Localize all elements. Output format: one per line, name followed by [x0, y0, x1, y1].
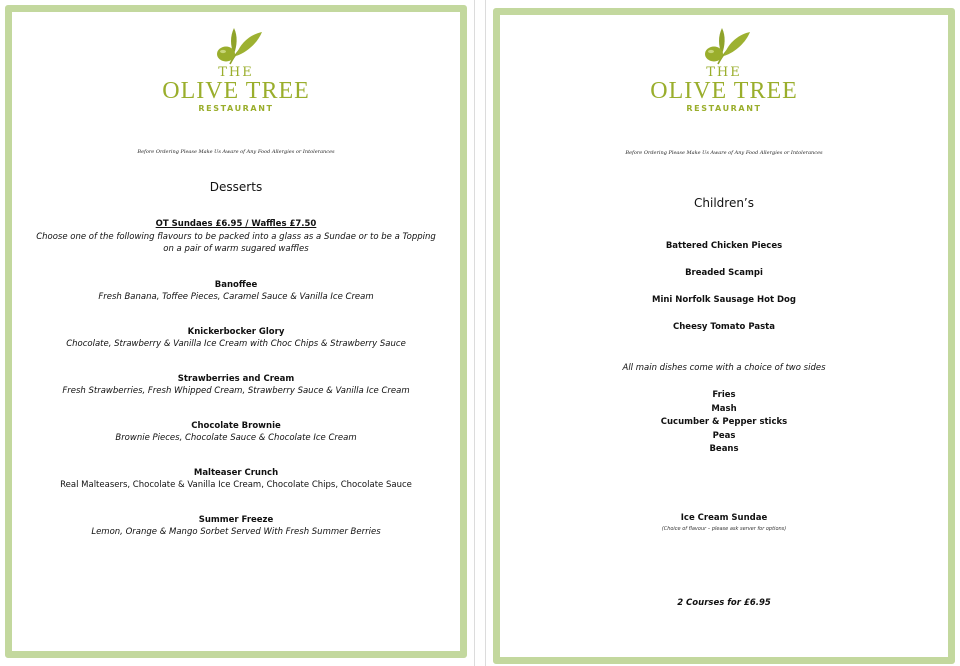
- item-name: Malteaser Crunch: [193, 468, 279, 478]
- menu-item: [12, 373, 460, 397]
- desserts-menu-page: [5, 5, 467, 658]
- menu-item: [12, 514, 460, 538]
- item-description: Fresh Banana, Toffee Pieces, Caramel Sauce & Vanilla Ice Cream: [98, 292, 374, 302]
- offer-description: Choose one of the following flavours to be packed into a glass as a Sundae or to be a Topping on a pair of warm sugared waffles: [36, 232, 436, 254]
- side-item: Beans: [709, 444, 739, 454]
- dessert-name: Ice Cream Sundae: [680, 513, 768, 523]
- section-title: Children’s: [694, 196, 754, 210]
- page-separator: [474, 0, 475, 666]
- logo-the: THE: [218, 65, 254, 80]
- logo-restaurant: RESTAURANT: [198, 104, 274, 113]
- main-dish: Cheesy Tomato Pasta: [673, 322, 775, 332]
- logo-name: OLIVE TREE: [650, 78, 798, 104]
- childrens-menu-page: [493, 8, 955, 664]
- price-line: 2 Courses for £6.95: [677, 598, 771, 608]
- section-title: Desserts: [209, 180, 263, 194]
- side-item: Fries: [712, 390, 736, 400]
- menu-item: [12, 279, 460, 303]
- sides-list: [500, 389, 948, 457]
- olive-branch-icon: [694, 26, 754, 66]
- item-name: Summer Freeze: [198, 515, 274, 525]
- menu-item: [12, 420, 460, 444]
- item-name: Chocolate Brownie: [191, 421, 281, 431]
- page-separator: [485, 0, 486, 666]
- side-item: Mash: [711, 403, 737, 414]
- allergy-notice: Before Ordering Please Make Us Aware of Any Food Allergies or Intolerances: [625, 150, 823, 156]
- logo-restaurant: RESTAURANT: [686, 104, 762, 113]
- item-description: Fresh Strawberries, Fresh Whipped Cream, Strawberry Sauce & Vanilla Ice Cream: [62, 386, 410, 396]
- item-description: Brownie Pieces, Chocolate Sauce & Chocolate Ice Cream: [115, 433, 357, 443]
- main-dish: Mini Norfolk Sausage Hot Dog: [652, 295, 796, 305]
- logo-name: OLIVE TREE: [162, 78, 310, 104]
- dessert-note: (Choice of flavour – please ask server for options): [661, 526, 787, 532]
- olive-branch-icon: [206, 26, 266, 66]
- olive-tree-logo: [500, 26, 948, 115]
- item-description: Real Malteasers, Chocolate & Vanilla Ice Cream, Chocolate Chips, Chocolate Sauce: [60, 480, 412, 490]
- item-name: Knickerbocker Glory: [187, 327, 285, 337]
- menu-item: [12, 326, 460, 350]
- menu-item: [12, 467, 460, 491]
- item-name: Strawberries and Cream: [177, 374, 295, 384]
- item-description: Lemon, Orange & Mango Sorbet Served With Fresh Summer Berries: [91, 527, 381, 537]
- olive-tree-logo: [12, 26, 460, 115]
- side-item: Cucumber & Pepper sticks: [660, 417, 788, 427]
- item-name: Banoffee: [214, 280, 258, 290]
- offer-title: OT Sundaes £6.95 / Waffles £7.50: [155, 219, 317, 229]
- main-dish: Battered Chicken Pieces: [665, 241, 783, 251]
- sides-note: All main dishes come with a choice of two sides: [622, 363, 826, 373]
- logo-the: THE: [706, 65, 742, 80]
- main-dish: Breaded Scampi: [685, 268, 763, 278]
- side-item: Peas: [712, 430, 736, 441]
- allergy-notice: Before Ordering Please Make Us Aware of Any Food Allergies or Intolerances: [137, 149, 335, 155]
- item-description: Chocolate, Strawberry & Vanilla Ice Cream with Choc Chips & Strawberry Sauce: [66, 339, 406, 349]
